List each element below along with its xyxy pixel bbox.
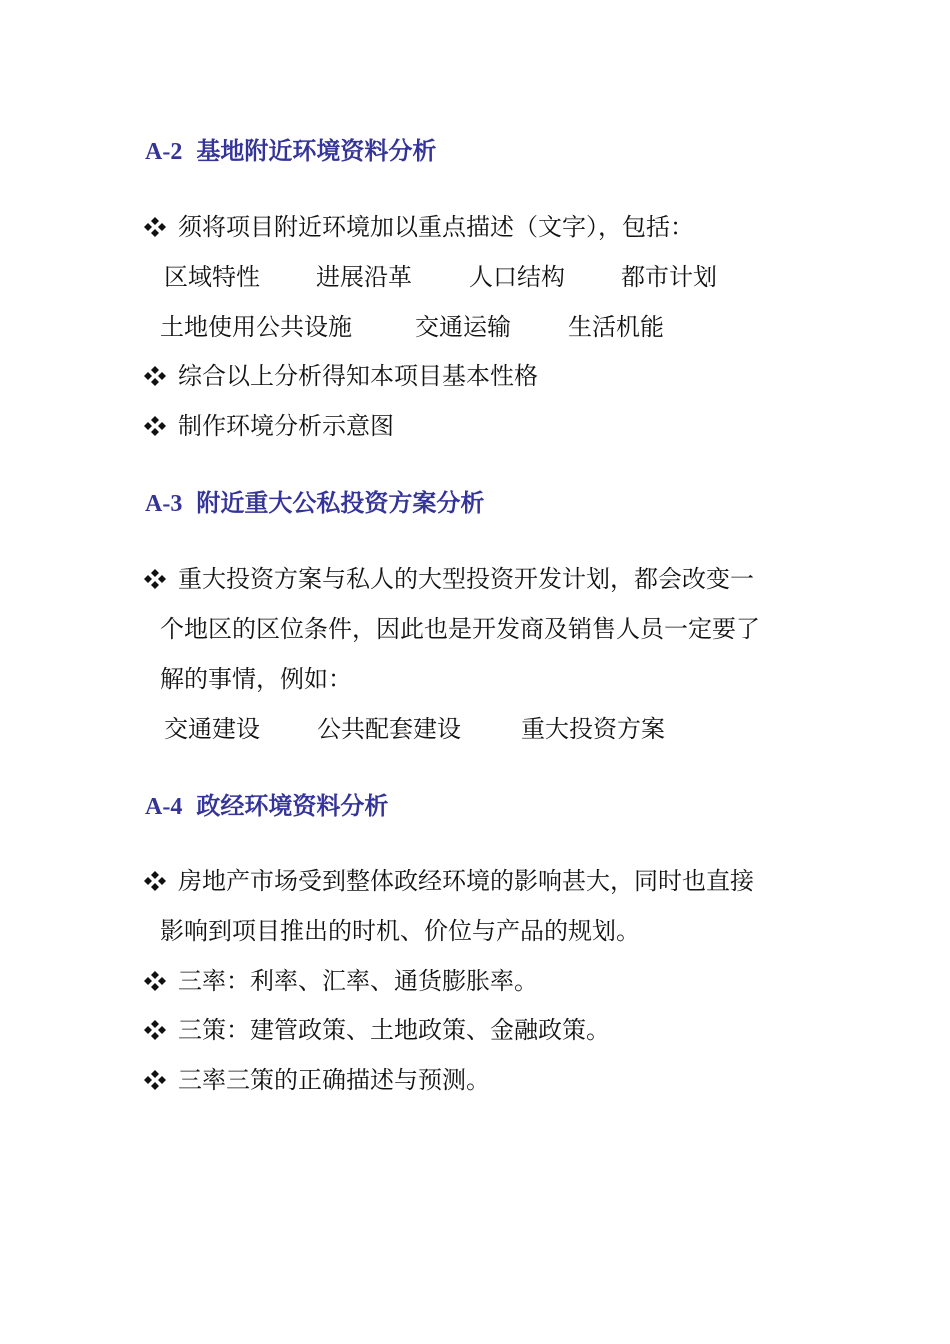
- factor-item: 土地使用公共设施: [160, 313, 352, 341]
- bullet-text-continued: 解的事情，例如：: [160, 665, 352, 693]
- bullet-text: 重大投资方案与私人的大型投资开发计划，都会改变一: [178, 565, 754, 593]
- diamond-bullet-icon: [143, 864, 169, 898]
- factor-item: 进展沿革: [316, 263, 412, 291]
- factor-item: 生活机能: [568, 313, 664, 341]
- diamond-bullet-icon: [143, 1063, 169, 1097]
- section-code: A-4: [145, 794, 183, 820]
- factor-item: 公共配套建设: [317, 715, 461, 743]
- diamond-bullet-icon: [143, 359, 169, 393]
- factor-item: 重大投资方案: [521, 715, 665, 743]
- factor-row: [160, 310, 664, 344]
- factor-row: [164, 260, 717, 294]
- factor-item: 交通运输: [415, 313, 511, 341]
- bullet-text: 综合以上分析得知本项目基本性格: [178, 362, 538, 390]
- bullet-text-continued: 个地区的区位条件，因此也是开发商及销售人员一定要了: [160, 615, 760, 643]
- bullet-text-continued: 影响到项目推出的时机、价位与产品的规划。: [160, 917, 640, 945]
- factor-item: 交通建设: [164, 715, 260, 743]
- bullet-text: 制作环境分析示意图: [178, 412, 394, 440]
- diamond-bullet-icon: [143, 1013, 169, 1047]
- section-title: 政经环境资料分析: [196, 791, 389, 820]
- factor-row: [164, 712, 665, 746]
- bullet-text: 房地产市场受到整体政经环境的影响甚大，同时也直接: [178, 867, 754, 895]
- bullet-text: 三率：利率、汇率、通货膨胀率。: [178, 967, 538, 995]
- section-heading-a2: [145, 134, 436, 169]
- section-code: A-3: [145, 491, 183, 517]
- factor-item: 区域特性: [164, 263, 260, 291]
- section-heading-a3: [145, 486, 484, 521]
- bullet-text: 三率三策的正确描述与预测。: [178, 1066, 490, 1094]
- bullet-text: 须将项目附近环境加以重点描述（文字），包括：: [178, 213, 694, 241]
- diamond-bullet-icon: [143, 409, 169, 443]
- factor-item: 都市计划: [621, 263, 717, 291]
- section-heading-a4: [145, 789, 388, 824]
- diamond-bullet-icon: [143, 964, 169, 998]
- bullet-text: 三策：建管政策、土地政策、金融政策。: [178, 1016, 610, 1044]
- section-title: 基地附近环境资料分析: [196, 136, 437, 165]
- diamond-bullet-icon: [143, 562, 169, 596]
- section-title: 附近重大公私投资方案分析: [196, 488, 485, 517]
- factor-item: 人口结构: [469, 263, 565, 291]
- section-code: A-2: [145, 139, 183, 165]
- diamond-bullet-icon: [143, 210, 169, 244]
